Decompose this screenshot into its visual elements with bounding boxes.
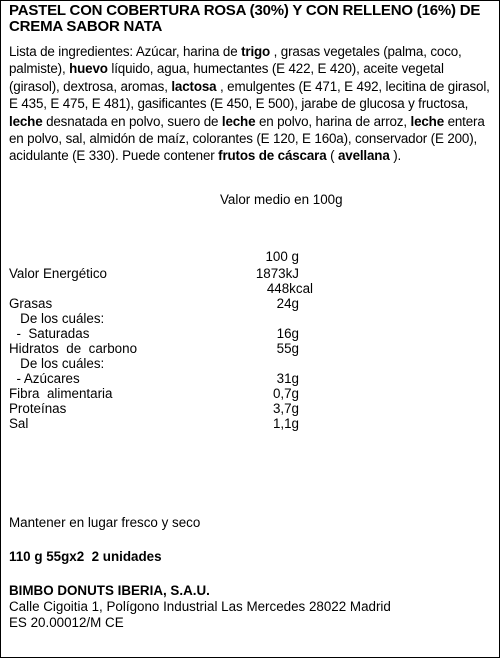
ingredient-text: líquido, agua, humectantes (E 422, E 420), aceite vegetal (girasol), dextrosa, aromas,: [9, 61, 444, 94]
nutrition-row-value: 1,1g: [272, 416, 299, 431]
allergen-text: leche: [9, 113, 43, 129]
nutrition-row-label: Valor Energético: [9, 266, 108, 281]
nutrition-row-label: Hidratos de carbono: [9, 341, 138, 356]
company-address: Calle Cigoitia 1, Polígono Industrial Las Mercedes 28022 Madrid: [9, 599, 391, 614]
nutrition-row-value: 3,7g: [272, 401, 299, 416]
allergen-text: frutos de cáscara: [218, 148, 327, 164]
nutrition-row-value: 24g: [276, 296, 299, 311]
nutrition-row-label: - Saturadas: [9, 326, 90, 341]
ingredient-text: desnatada en polvo, suero de: [42, 113, 222, 129]
nutrition-row-label: Proteínas: [9, 401, 67, 416]
nutrition-row-label: Sal: [9, 416, 29, 431]
nutrition-row-value: 16g: [276, 326, 299, 341]
ingredients-list: [9, 43, 495, 165]
ingredient-text: entera en polvo, sal, almidón de maíz, colorantes (E 120, E 160a), conservador (E 200), acidulante (E 330). Puede contener: [9, 113, 485, 164]
nutrition-row-value: 0,7g: [272, 386, 299, 401]
ingredient-text: ).: [389, 148, 402, 164]
company-name: BIMBO DONUTS IBERIA, S.A.U.: [9, 583, 210, 598]
net-weight: 110 g 55gx2 2 unidades: [9, 549, 162, 564]
allergen-text: avellana: [337, 148, 390, 164]
nutrition-column-header: 100 g: [265, 249, 299, 264]
nutrition-row-label: Grasas: [9, 296, 53, 311]
nutrition-row-label: De los cuáles:: [9, 311, 105, 326]
nutrition-row-label: De los cuáles:: [9, 356, 105, 371]
ingredient-text: Lista de ingredientes: Azúcar, harina de: [9, 44, 242, 59]
ingredient-text: , emulgentes (E 471, E 492, lecitina de girasol, E 435, E 475, E 481), gasificantes (E 450, E 500), jarabe de glucosa y fructosa,: [9, 78, 490, 112]
nutrition-row-value: 448kcal: [266, 281, 313, 296]
allergen-text: leche: [410, 113, 444, 129]
ingredient-text: (: [326, 148, 338, 164]
product-title: PASTEL CON COBERTURA ROSA (30%) Y CON RELLENO (16%) DE CREMA SABOR NATA: [9, 2, 481, 35]
nutrition-row-value: 1873kJ: [255, 266, 299, 281]
nutrition-row-label: Fibra alimentaria: [9, 386, 113, 401]
ingredient-text: en polvo, harina de arroz,: [255, 113, 411, 129]
nutrition-header: Valor medio en 100g: [220, 192, 343, 207]
allergen-text: huevo: [69, 61, 108, 77]
allergen-text: lactosa: [171, 78, 217, 94]
storage-instructions: Mantener en lugar fresco y seco: [9, 515, 201, 530]
registry-number: ES 20.00012/M CE: [9, 615, 124, 630]
ingredient-text: , grasas vegetales (palma, coco, palmiste),: [9, 44, 462, 77]
allergen-text: leche: [221, 113, 256, 129]
nutrition-row-value: 31g: [276, 371, 299, 386]
nutrition-row-label: - Azúcares: [9, 371, 80, 386]
allergen-text: trigo: [241, 44, 271, 59]
nutrition-row-value: 55g: [276, 341, 299, 356]
